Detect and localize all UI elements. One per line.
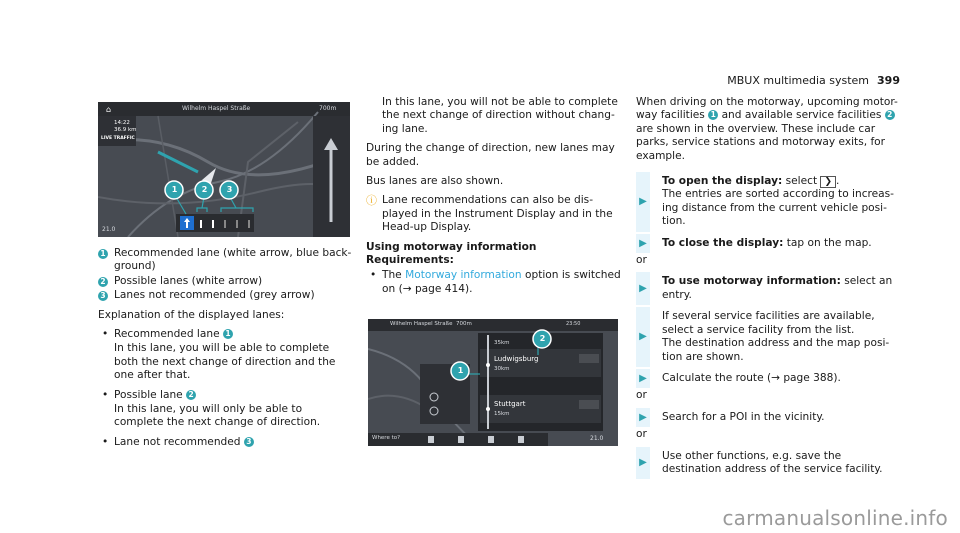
note: ⓘ Lane recommendations can also be dis-played in the Instrument Display and in the Head-up Display.	[366, 194, 613, 234]
legend-item	[98, 247, 353, 274]
step-arrow-icon: ▶	[636, 369, 650, 388]
info-icon: ⓘ	[366, 194, 377, 208]
bullet-description: In this lane, you will only be able to complete the next change of direction.	[114, 403, 321, 429]
explanation-heading: Explanation of the displayed lanes:	[98, 308, 285, 321]
callout-badge: 1	[708, 110, 718, 120]
home-icon: ⌂	[106, 105, 112, 114]
step-select-facility: ▶ If several service facilities are available, select a service facility from the list. The destination address and the map posi-tion are shown.	[636, 310, 898, 364]
step-arrow-icon: ▶	[636, 307, 650, 367]
legend-text: Possible lanes (white arrow)	[114, 274, 263, 287]
eta-time: 14:22	[114, 120, 130, 126]
bullet-item: • Possible lane 2	[98, 389, 353, 402]
callout-badge: 3	[98, 291, 108, 301]
legend-item	[98, 289, 353, 302]
step-arrow-icon: ▶	[636, 234, 650, 253]
legend-item	[98, 275, 353, 288]
step-open-display: ▶ To open the display: select ❯ . The entries are sorted according to increas-ing distance from the current vehicle posi-tion.	[636, 175, 898, 229]
callout-badge: 2	[186, 390, 196, 400]
legend-text: Recommended lane (white arrow, blue back-ground)	[114, 247, 352, 273]
motorway-information-screenshot	[368, 319, 618, 446]
map-distance: 700m	[456, 321, 472, 327]
entry-distance: 30km	[494, 366, 510, 372]
bullet-item: • Lane not recommended 3	[98, 436, 353, 449]
page-number: 399	[877, 74, 900, 87]
callout-badge: 2	[885, 110, 895, 120]
step-calculate-route: ▶ Calculate the route (→ page 388).	[636, 372, 898, 385]
step-arrow-icon: ▶	[636, 408, 650, 427]
column-right	[636, 96, 898, 484]
requirement-item: • The Motorway information option is switched on (→ page 414).	[366, 269, 624, 296]
or-separator: or	[636, 389, 647, 402]
callout-3: 3	[226, 185, 233, 194]
callout-badge: 3	[244, 437, 254, 447]
step-arrow-icon: ▶	[636, 272, 650, 305]
callout-2: 2	[201, 185, 208, 194]
step-other-functions: ▶ Use other functions, e.g. save the destination address of the service facility.	[636, 450, 898, 477]
step-search-poi: ▶ Search for a POI in the vicinity.	[636, 411, 898, 424]
callout-2: 2	[539, 334, 546, 343]
motorway-information-link[interactable]: Motorway information	[405, 269, 522, 282]
column-middle	[366, 96, 624, 302]
entry-distance: 35km	[494, 340, 510, 346]
clock: 23:50	[566, 321, 581, 327]
map-distance: 700m	[319, 105, 337, 112]
section-title: Using motorway information	[366, 240, 537, 253]
header-title: MBUX multimedia system	[727, 74, 870, 87]
paragraph: Bus lanes are also shown.	[366, 175, 504, 188]
map-street-name: Wilhelm Haspel Straße	[390, 321, 453, 327]
step-arrow-icon: ▶	[636, 172, 650, 232]
live-traffic-label: LIVE TRAFFIC	[101, 136, 135, 141]
paragraph: In this lane, you will not be able to complete the next change of direction without chang-ing lane.	[382, 96, 618, 135]
intro-paragraph: When driving on the motorway, upcoming motor-way facilities 1 and available service facilities 2 are shown in the overview. These include car parks, service stations and motorway exits, for example.	[636, 96, 898, 162]
where-to-button[interactable]: Where to?	[372, 435, 401, 441]
callout-badge: 2	[98, 277, 108, 287]
column-left	[98, 247, 353, 455]
temperature: 21.0	[102, 226, 116, 233]
step-close-display: ▶ To close the display: tap on the map.	[636, 237, 898, 250]
bullet-item: • Recommended lane 1	[98, 328, 353, 341]
requirements-title: Requirements:	[366, 254, 454, 267]
or-separator: or	[636, 254, 647, 267]
map-street-name: Wilhelm Haspel Straße	[182, 105, 251, 112]
entry-distance: 15km	[494, 411, 510, 417]
bullet-description: In this lane, you will be able to complete both the next change of direction and the one after that.	[114, 342, 336, 382]
page-header	[727, 74, 900, 87]
paragraph: During the change of direction, new lanes may be added.	[366, 142, 615, 168]
eta-distance: 36.9 km	[114, 127, 137, 133]
lane-guidance-screenshot	[98, 102, 350, 237]
chevron-right-icon[interactable]: ❯	[820, 176, 836, 188]
step-arrow-icon: ▶	[636, 447, 650, 480]
callout-badge: 1	[223, 329, 233, 339]
legend-text: Lanes not recommended (grey arrow)	[114, 289, 315, 302]
entry-ludwigsburg[interactable]: Ludwigsburg	[494, 355, 539, 363]
watermark: carmanualsonline.info	[722, 505, 948, 530]
callout-1: 1	[171, 185, 178, 194]
temperature: 21.0	[590, 435, 604, 442]
entry-stuttgart[interactable]: Stuttgart	[494, 400, 526, 408]
step-use-information: ▶ To use motorway information: select an entry.	[636, 275, 898, 302]
or-separator: or	[636, 428, 647, 441]
callout-1: 1	[457, 366, 464, 375]
callout-badge: 1	[98, 249, 108, 259]
